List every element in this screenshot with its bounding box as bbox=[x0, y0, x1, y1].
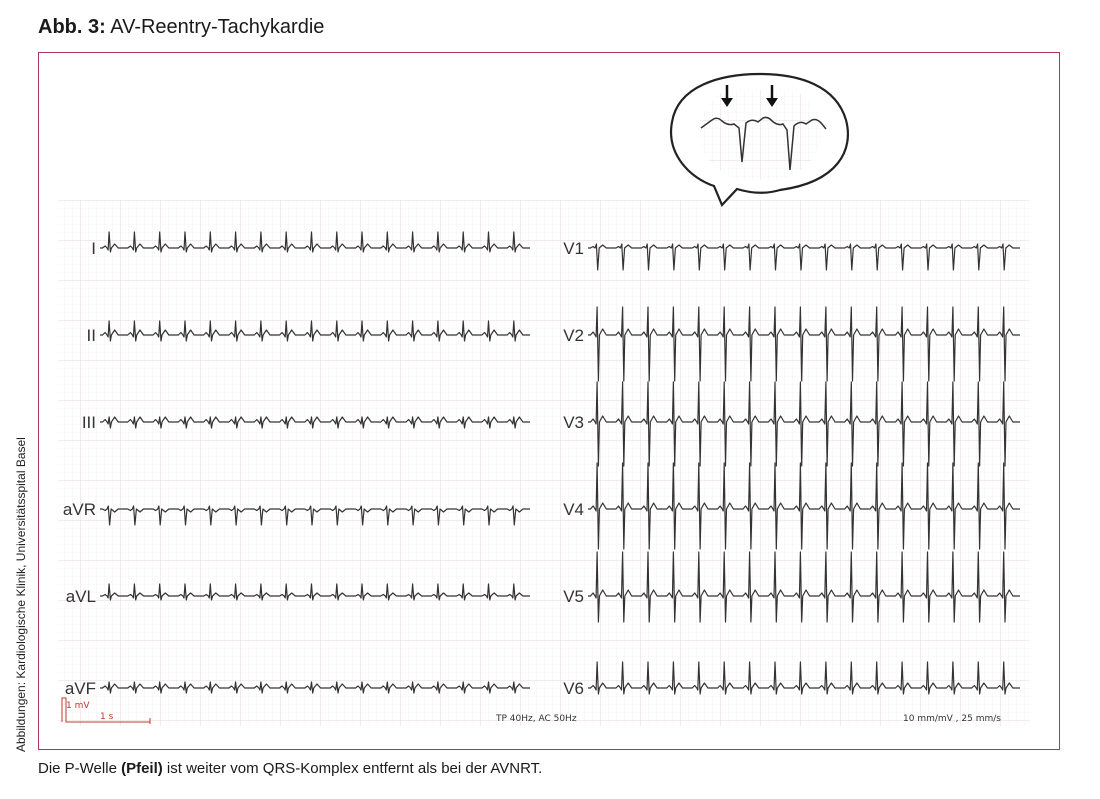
calibration-mv-label: 1 mV bbox=[66, 701, 90, 711]
figure-caption bbox=[38, 760, 542, 777]
ecg-grid bbox=[58, 200, 1030, 726]
speed-note: 10 mm/mV , 25 mm/s bbox=[903, 714, 1001, 724]
lead-label-v1: V1 bbox=[563, 239, 584, 258]
image-credit: Abbildungen: Kardiologische Klinik, Universitätsspital Basel bbox=[14, 437, 28, 752]
lead-label-v2: V2 bbox=[563, 326, 584, 345]
caption-text-end: ist weiter vom QRS-Komplex entfernt als bei der AVNRT. bbox=[162, 760, 543, 777]
caption-text-start: Die P-Welle bbox=[38, 760, 122, 777]
lead-label-v5: V5 bbox=[563, 587, 584, 606]
lead-label-avr: aVR bbox=[62, 500, 96, 519]
caption-bold: (Pfeil) bbox=[121, 760, 163, 777]
inset-bubble bbox=[671, 74, 848, 205]
lead-label-iii: III bbox=[81, 413, 96, 432]
calibration-s-label: 1 s bbox=[100, 712, 114, 722]
figure-label: Abb. 3: bbox=[38, 16, 106, 38]
figure-title-text: AV-Reentry-Tachykardie bbox=[110, 16, 325, 38]
lead-label-avf: aVF bbox=[64, 679, 96, 698]
lead-label-v3: V3 bbox=[563, 413, 584, 432]
filter-note: TP 40Hz, AC 50Hz bbox=[496, 714, 577, 724]
lead-label-avl: aVL bbox=[65, 587, 96, 606]
lead-label-v4: V4 bbox=[563, 500, 584, 519]
lead-label-ii: II bbox=[86, 326, 96, 345]
lead-label-i: I bbox=[91, 239, 96, 258]
lead-label-v6: V6 bbox=[563, 679, 584, 698]
